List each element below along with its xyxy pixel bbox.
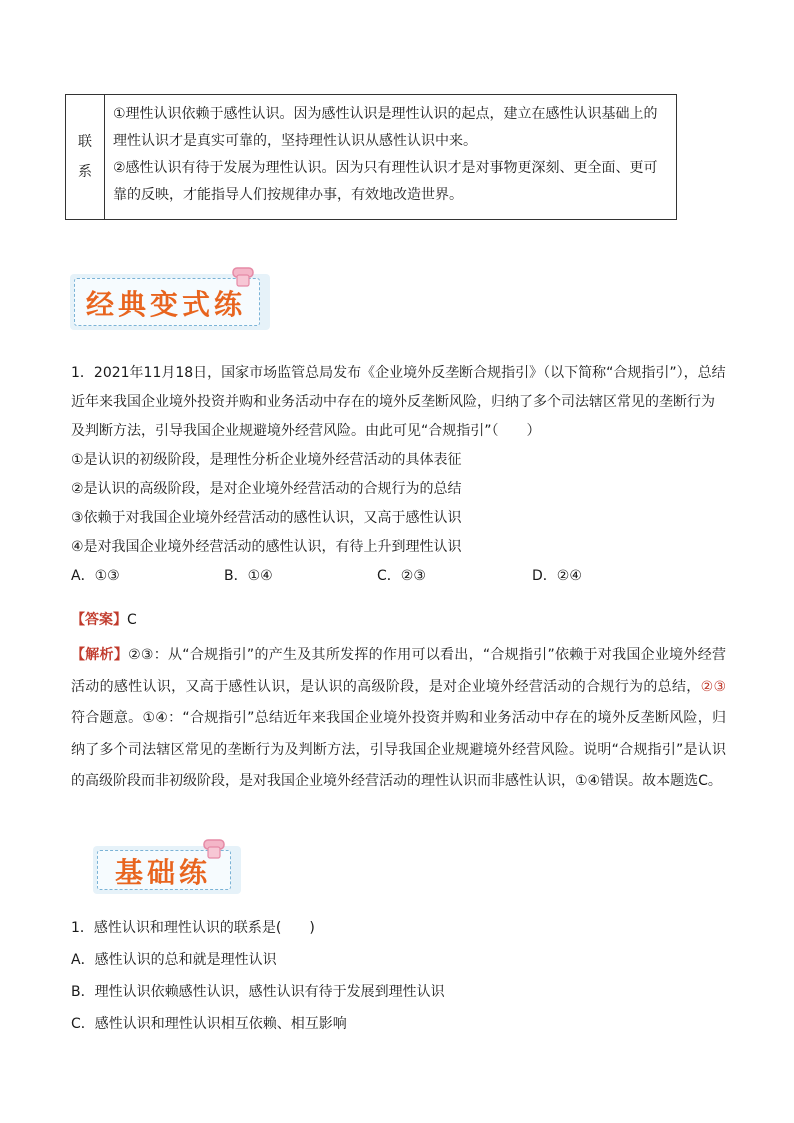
section-banner-classic bbox=[70, 264, 270, 330]
statement-2: ②是认识的高级阶段，是对企业境外经营活动的合规行为的总结 bbox=[71, 481, 462, 497]
question-2 bbox=[71, 912, 726, 1040]
header-char-1: 联 bbox=[78, 134, 92, 150]
statement-4: ④是对我国企业境外经营活动的感性认识，有待上升到理性认识 bbox=[71, 539, 462, 555]
section-banner-basic bbox=[93, 836, 241, 894]
analysis-label: 【解析】 bbox=[71, 647, 129, 663]
answer-line bbox=[71, 608, 726, 632]
relation-table bbox=[65, 94, 677, 220]
section-title-classic: 经典变式练 bbox=[85, 288, 246, 321]
analysis-text-2: 符合题意。①④：“合规指引”总结近年来我国企业境外投资并购和业务活动中存在的境外反垄断风险，归纳了多个司法辖区常见的垄断行为及判断方法，引导我国企业规避境外经营风险。说明“合规指引”是认识的高级阶段而非初级阶段，是对我国企业境外经营活动的理性认识而非感性认识，①④错误。故本题选C。 bbox=[71, 710, 726, 790]
statement-1: ①是认识的初级阶段，是理性分析企业境外经营活动的具体表征 bbox=[71, 452, 462, 468]
relation-row-2: ②感性认识有待于发展为理性认识。因为只有理性认识才是对事物更深刻、更全面、更可靠的反映，才能指导人们按规律办事，有效地改造世界。 bbox=[113, 160, 658, 203]
question-1-options bbox=[71, 562, 726, 591]
answer-label: 【答案】 bbox=[71, 612, 127, 628]
q2-option-c: C．感性认识和理性认识相互依赖、相互影响 bbox=[71, 1016, 347, 1032]
relation-table-header bbox=[66, 95, 105, 219]
option-d: D．②④ bbox=[532, 568, 582, 584]
relation-row-1: ①理性认识依赖于感性认识。因为感性认识是理性认识的起点，建立在感性认识基础上的理性认识才是真实可靠的，坚持理性认识从感性认识中来。 bbox=[113, 106, 658, 149]
answer-value: C bbox=[127, 612, 137, 628]
statement-3: ③依赖于对我国企业境外经营活动的感性认识，又高于感性认识 bbox=[71, 510, 462, 526]
option-a: A．①③ bbox=[71, 568, 120, 584]
section-title-basic: 基础练 bbox=[114, 856, 211, 889]
relation-table-body bbox=[105, 95, 676, 219]
question-1-stem: 1．2021年11月18日，国家市场监管总局发布《企业境外反垄断合规指引》（以下简称“合规指引”），总结近年来我国企业境外投资并购和业务活动中存在的境外反垄断风险，归纳了多个司法辖区常见的垄断行为及判断方法，引导我国企业规避境外经营风险。由此可见“合规指引”（ ） bbox=[71, 365, 726, 439]
option-b: B．①④ bbox=[224, 568, 273, 584]
q2-option-a: A．感性认识的总和就是理性认识 bbox=[71, 952, 277, 968]
option-c: C．②③ bbox=[377, 568, 426, 584]
q2-option-b: B．理性认识依赖感性认识，感性认识有待于发展到理性认识 bbox=[71, 984, 445, 1000]
header-char-2: 系 bbox=[78, 164, 92, 180]
question-2-stem: 1．感性认识和理性认识的联系是( ) bbox=[71, 920, 315, 936]
analysis-paragraph bbox=[71, 640, 726, 798]
analysis-highlight: ②③ bbox=[700, 678, 727, 695]
analysis-text-1: ②③：从“合规指引”的产生及其所发挥的作用可以看出，“合规指引”依赖于对我国企业境外经营活动的感性认识，又高于感性认识，是认识的高级阶段，是对企业境外经营活动的合规行为的总结， bbox=[71, 647, 726, 695]
question-1 bbox=[71, 359, 726, 591]
